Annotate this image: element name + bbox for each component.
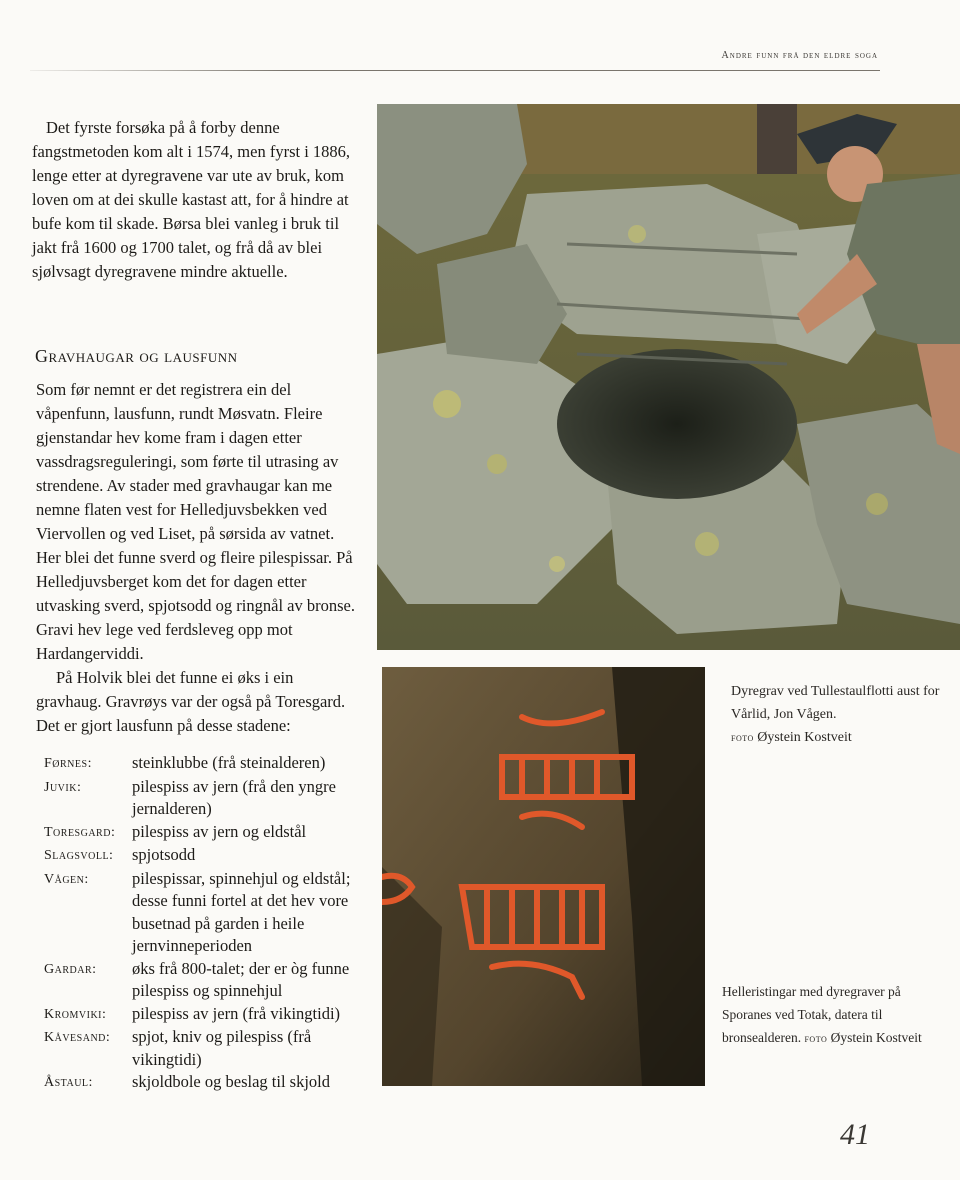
find-place: Toresgard:: [44, 824, 116, 840]
find-row: [44, 752, 374, 776]
caption-2-credit-name: Øystein Kostveit: [830, 1030, 922, 1045]
caption-2-credit-label: foto: [804, 1031, 828, 1045]
finds-list: [44, 752, 374, 1095]
caption-1-text: Dyregrav ved Tullestaulflotti aust for Vårlid, Jon Vågen.: [731, 684, 940, 722]
page-number: 41: [840, 1118, 870, 1151]
find-description: pilespiss av jern (frå vikingtidi): [132, 1003, 341, 1023]
intro-paragraph: Det fyrste forsøka på å forby denne fangstmetoden kom alt i 1574, men fyrst i 1886, lenge etter at dyregravene var ute av bruk, kom loven om at dei skulle kastast att, for å hindre at bufe kom til skade. Børsa blei vanleg i bruk til jakt frå 1600 og 1700 talet, og frå då av blei sjølvsagt dyregravene mindre aktuelle.: [32, 118, 351, 281]
find-row: [44, 776, 374, 821]
find-row: [44, 1026, 374, 1071]
header-rule: [30, 70, 880, 71]
find-row: [44, 844, 374, 868]
caption-2-text: Helleristingar med dyregraver på Sporanes ved Totak, datera til bronsealderen.: [722, 984, 901, 1045]
find-row: [44, 868, 374, 958]
section-paragraph-2: På Holvik blei det funne ei øks i ein gravhaug. Gravrøys var der også på Toresgard. Det er gjort lausfunn på desse stadene:: [36, 668, 346, 735]
caption-1-credit-name: Øystein Kostveit: [757, 730, 852, 745]
find-place: Slagsvoll:: [44, 848, 114, 863]
find-description: øks frå 800-talet; der er òg funne pilespiss og spinnehjul: [132, 958, 350, 1000]
find-row: [44, 1003, 374, 1027]
find-description: pilespiss av jern (frå den yngre jernalderen): [132, 776, 336, 818]
find-description: skjoldbole og beslag til skjold: [132, 1072, 330, 1091]
pit-trap-photo: [377, 104, 960, 650]
find-description: spjot, kniv og pilespiss (frå vikingtidi): [132, 1027, 312, 1069]
rock-carvings-photo: [382, 667, 705, 1086]
find-place: Vågen:: [44, 871, 89, 887]
find-place: Kromviki:: [44, 1006, 107, 1022]
find-description: steinklubbe (frå steinalderen): [132, 753, 326, 772]
section-title: Gravhaugar og lausfunn: [35, 346, 238, 366]
photo-2-caption: [722, 980, 952, 1050]
find-row: [44, 821, 374, 845]
section-body: [36, 378, 362, 738]
find-place: Åstaul:: [44, 1075, 93, 1090]
running-head: Andre funn frå den eldre soga: [721, 50, 878, 61]
section-paragraph-1: Som før nemnt er det registrera ein del våpenfunn, lausfunn, rundt Møsvatn. Fleire gjenstandar hev kome fram i dagen etter vassdragsreguleringi, som førte til utrasing av strendene. Av stader med gravhaugar kan me nemne flaten vest for Helledjuvsbekken ved Viervollen og ved Liset, på sørsida av vatnet. Her blei det funne sverd og fleire pilespissar. På Helledjuvsberget kom det for dagen etter utvasking sverd, spjotsodd og ringnål av bronse. Gravi hev lege ved ferdsleveg opp mot Hardangerviddi.: [36, 380, 355, 663]
find-row: [44, 958, 374, 1003]
find-row: [44, 1071, 374, 1095]
find-description: pilespissar, spinnehjul og eldstål; desse funni fortel at det hev vore busetnad på garden i heile jernvinneperioden: [132, 868, 351, 955]
caption-1-credit-label: foto: [731, 730, 754, 744]
find-description: pilespiss av jern og eldstål: [132, 821, 307, 841]
find-place: Kåvesand:: [44, 1030, 111, 1045]
find-place: Gardar:: [44, 961, 97, 977]
photo-1-caption: [731, 680, 951, 749]
find-description: spjotsodd: [132, 845, 196, 864]
find-place: Førnes:: [44, 756, 92, 771]
find-place: Juvik:: [44, 779, 82, 795]
